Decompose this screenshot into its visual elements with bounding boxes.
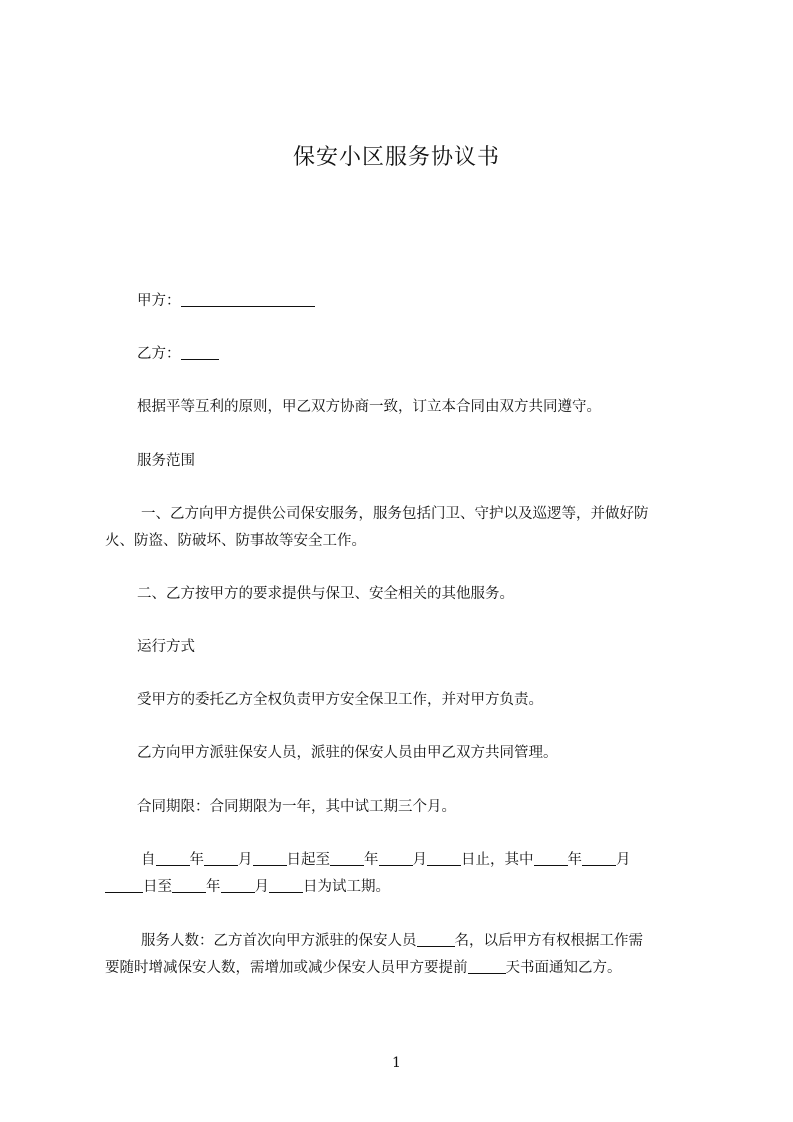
date-blank [379,849,413,866]
party-a-blank [181,290,315,307]
date-blank [253,849,287,866]
date-blank [269,876,303,893]
date-blank [105,876,143,893]
notice-days-blank [468,957,506,974]
contract-term-paragraph: 合同期限：合同期限为一年，其中试工期三个月。 [137,799,456,815]
period-text: 年 [364,852,379,868]
date-blank [204,849,238,866]
period-text: 日至 [143,879,172,895]
scope-item-2: 二、乙方按甲方的要求提供与保卫、安全相关的其他服务。 [137,586,514,602]
period-text: 自 [141,852,156,868]
party-a-line [105,288,737,315]
scope-item-1-line1: 一、乙方向甲方提供公司保安服务，服务包括门卫、守护以及巡逻等，并做好防 [141,506,649,522]
operation-paragraph-2: 乙方向甲方派驻保安人员，派驻的保安人员由甲乙双方共同管理。 [137,745,558,761]
operation-paragraph-1: 受甲方的委托乙方全权负责甲方安全保卫工作，并对甲方负责。 [137,692,543,708]
date-blank [172,876,206,893]
period-text: 月 [238,852,253,868]
document-title: 保安小区服务协议书 [292,145,500,170]
date-blank [582,849,616,866]
date-blank [221,876,255,893]
staff-count-line-1 [105,928,741,955]
period-text: 月 [254,879,269,895]
party-a-label: 甲方： [137,293,181,309]
section-heading-operation: 运行方式 [137,639,195,655]
staff-text: 服务人数：乙方首次向甲方派驻的保安人员 [141,933,417,949]
period-text: 年 [206,879,221,895]
date-blank [330,849,364,866]
staff-count-line-2 [105,955,705,982]
period-text: 日止，其中 [461,852,534,868]
period-text: 月 [412,852,427,868]
period-text: 日起至 [286,852,330,868]
date-blank [427,849,461,866]
page-number: 1 [392,1055,401,1071]
staff-text: 天书面通知乙方。 [505,960,622,976]
period-line-1 [105,847,741,874]
section-heading-service-scope: 服务范围 [137,453,195,469]
period-text: 年 [567,852,582,868]
party-b-blank [181,343,219,360]
period-text: 年 [189,852,204,868]
period-line-2 [105,874,705,901]
period-text: 月 [616,852,631,868]
date-blank [534,849,568,866]
staff-text: 名，以后甲方有权根据工作需 [454,933,643,949]
intro-paragraph: 根据平等互利的原则，甲乙双方协商一致，订立本合同由双方共同遵守。 [137,399,601,415]
party-b-label: 乙方： [137,346,181,362]
date-blank [156,849,190,866]
staff-count-blank [417,930,455,947]
scope-item-1-line2: 火、防盗、防破坏、防事故等安全工作。 [105,533,366,549]
period-text: 日为试工期。 [303,879,390,895]
party-b-line [105,341,737,368]
staff-text: 要随时增减保安人数，需增加或减少保安人员甲方要提前 [105,960,468,976]
